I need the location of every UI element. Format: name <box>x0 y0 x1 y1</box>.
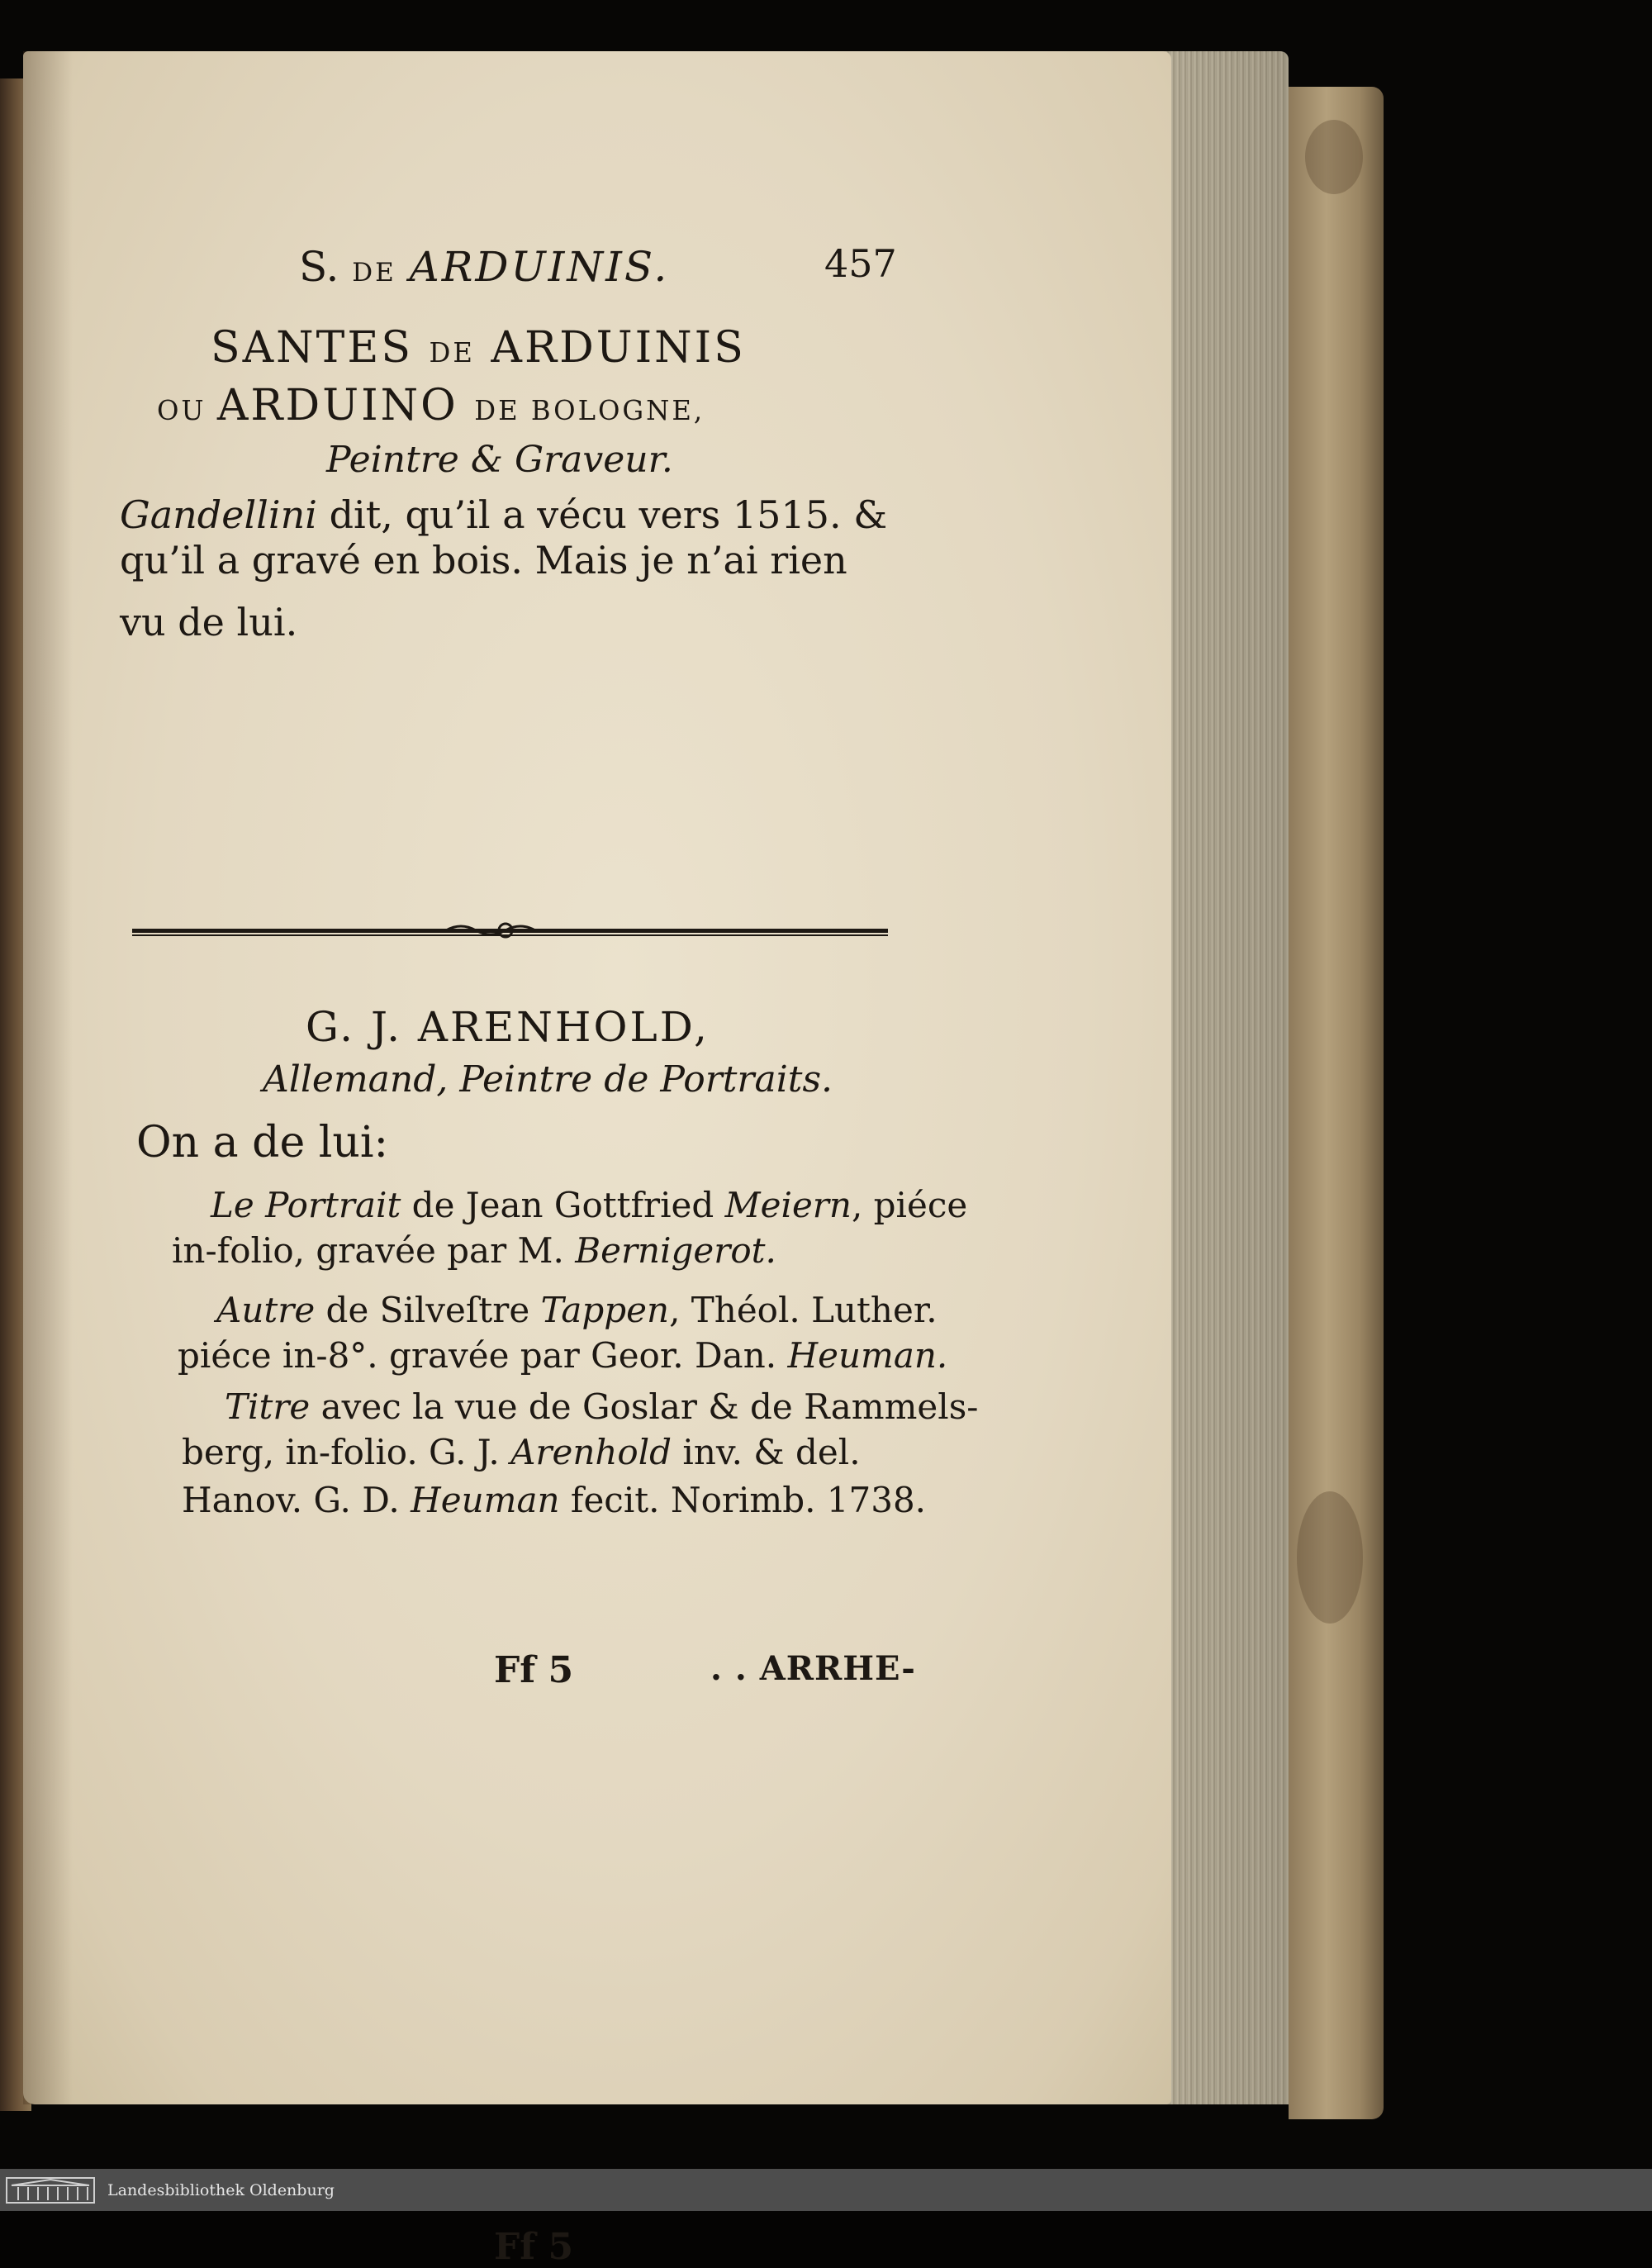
page-number: 457 <box>824 241 897 286</box>
library-building-icon <box>5 2175 96 2205</box>
item1-line1: Le Portrait de Jean Gottfried Meiern, piéce <box>211 1185 968 1225</box>
item3-line2: berg, in-folio. G. J. Arenhold inv. & del. <box>182 1432 861 1472</box>
entry2-title: G. J. ARENHOLD, <box>306 1003 710 1051</box>
signature-mark: Ff 5 <box>494 2226 574 2268</box>
right-cover-board <box>1289 87 1384 2119</box>
entry1-body-line2: qu’il a gravé en bois. Mais je n’ai rien <box>120 538 847 582</box>
entry2-intro: On a de lui: <box>136 1118 389 1167</box>
ornamental-rule <box>132 919 888 942</box>
item3-line1: Titre avec la vue de Goslar & de Rammels- <box>225 1386 979 1427</box>
gutter-shadow <box>23 51 73 2104</box>
item2-line2: piéce in-8°. gravée par Geor. Dan. Heuman. <box>178 1335 948 1376</box>
entry2-subtitle: Allemand, Peintre de Portraits. <box>263 1058 833 1101</box>
page-signature-ff5-vis: Ff 5 <box>494 1649 574 1691</box>
entry1-title-line1: SANTES DE ARDUINIS <box>211 323 746 373</box>
item1-line2: in-folio, gravée par M. Bernigerot. <box>172 1230 776 1271</box>
catchword: . . ARRHE- <box>710 1649 916 1688</box>
entry1-body-line1: Gandellini dit, qu’il a vécu vers 1515. & <box>120 492 888 537</box>
item2-line1: Autre de Silveſtre Tappen, Théol. Luther. <box>216 1290 938 1330</box>
entry1-subtitle: Peintre & Graveur. <box>326 439 673 481</box>
item3-line3: Hanov. G. D. Heuman fecit. Norimb. 1738. <box>182 1480 927 1520</box>
entry1-body-line3: vu de lui. <box>120 600 298 644</box>
library-name: Landesbibliothek Oldenburg <box>107 2181 335 2199</box>
running-head: S. DE ARDUINIS. <box>299 243 670 291</box>
entry1-title-line2: OU ARDUINO DE BOLOGNE, <box>157 381 705 430</box>
library-footer-bar <box>0 2169 1652 2211</box>
